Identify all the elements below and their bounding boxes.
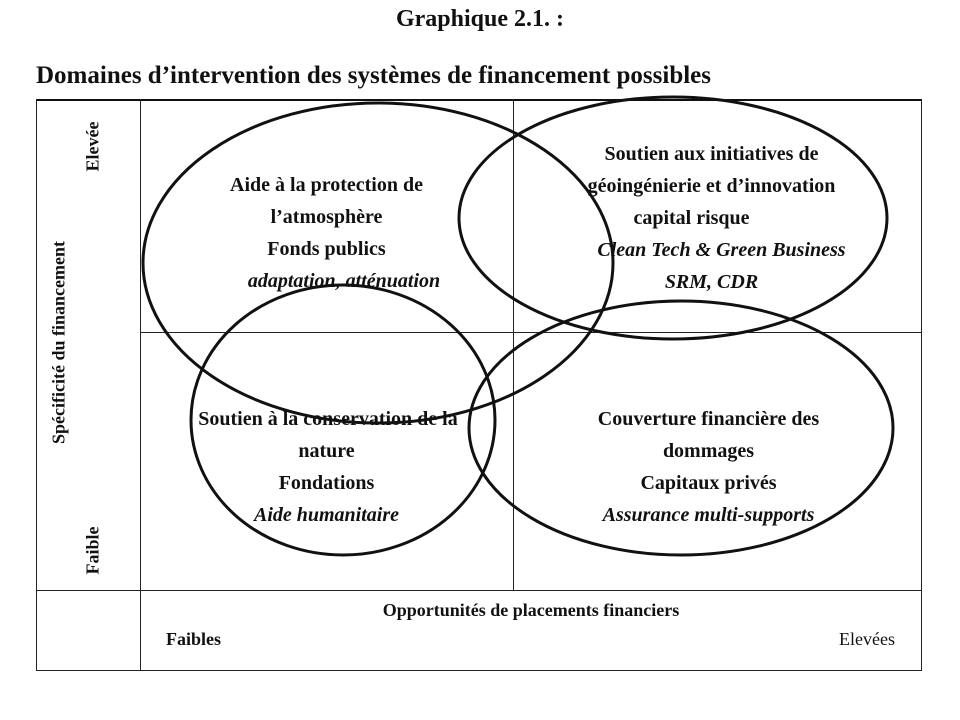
bottom-left-line-2: nature bbox=[298, 440, 355, 462]
top-right-line-5: SRM, CDR bbox=[664, 271, 759, 293]
top-right-line-3: capital risque bbox=[633, 207, 750, 229]
top-left-line-3: Fonds publics bbox=[267, 238, 386, 260]
top-left-line-1: Aide à la protection de bbox=[230, 174, 423, 196]
y-axis-high-label: Elevée bbox=[82, 121, 103, 172]
figure-number: Graphique 2.1. : bbox=[395, 6, 565, 32]
bottom-right-line-4: Assurance multi-supports bbox=[602, 504, 815, 526]
top-left-line-4: adaptation, atténuation bbox=[247, 270, 441, 292]
bottom-right-line-1: Couverture financière des bbox=[597, 408, 820, 430]
top-right-line-4: Clean Tech & Green Business bbox=[597, 239, 846, 261]
bottom-left-line-3: Fondations bbox=[278, 472, 375, 494]
y-axis-label: Spécificité du financement bbox=[48, 241, 69, 444]
top-right-line-1: Soutien aux initiatives de bbox=[604, 143, 819, 165]
x-axis-high-label: Elevées bbox=[839, 629, 895, 649]
figure-title: Domaines d’intervention des systèmes de financement possibles bbox=[36, 62, 711, 89]
bottom-right-line-2: dommages bbox=[662, 440, 755, 462]
x-axis-low-label: Faibles bbox=[166, 629, 222, 649]
y-axis-low-label: Faible bbox=[82, 526, 103, 575]
ellipse-risk-capital bbox=[459, 97, 887, 339]
bottom-left-line-4: Aide humanitaire bbox=[253, 504, 400, 526]
top-left-line-2: l’atmosphère bbox=[270, 206, 383, 228]
top-right-line-2: géoingénierie et d’innovation bbox=[587, 175, 836, 197]
x-axis-label: Opportunités de placements financiers bbox=[382, 600, 680, 620]
bottom-right-line-3: Capitaux privés bbox=[640, 472, 777, 494]
ellipse-public-funds bbox=[143, 103, 613, 423]
bottom-left-line-1: Soutien à la conservation de la bbox=[198, 408, 458, 430]
